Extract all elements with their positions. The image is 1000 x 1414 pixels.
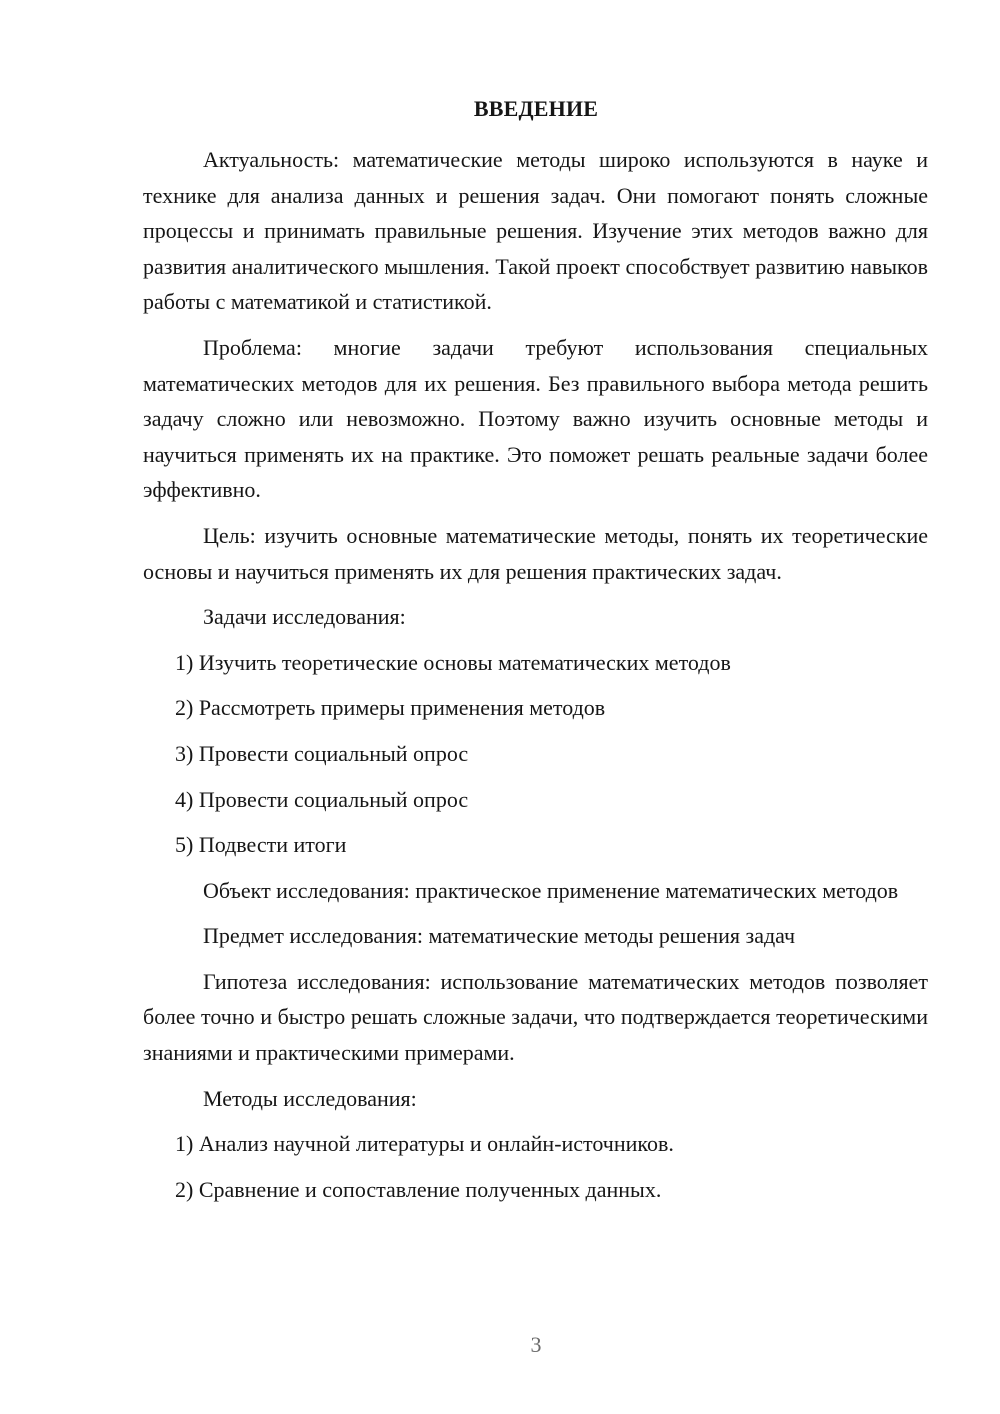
list-item: 4) Провести социальный опрос (175, 786, 469, 812)
paragraph-problem: Проблема: многие задачи требуют использования специальных математических методов для их решения. Без правильного выбора метода решить задачу сложно или невозможно. Поэтому важно изучить основные методы и научиться применять их на практике. Это поможет решать реальные задачи более эффективно. (143, 334, 928, 503)
paragraph-subject: Предмет исследования: математические методы решения задач (203, 923, 796, 949)
methods-list (143, 1126, 928, 1207)
page-title: ВВЕДЕНИЕ (473, 96, 599, 121)
list-item: 5) Подвести итоги (175, 832, 347, 858)
page-number: 3 (530, 1332, 542, 1357)
methods-heading: Методы исследования: (203, 1085, 417, 1111)
tasks-list (143, 645, 928, 863)
list-item: 1) Изучить теоретические основы математических методов (175, 649, 731, 675)
list-item: 1) Анализ научной литературы и онлайн-источников. (175, 1131, 674, 1157)
paragraph-object: Объект исследования: практическое применение математических методов (203, 877, 899, 903)
tasks-heading: Задачи исследования: (203, 604, 406, 630)
list-item: 3) Провести социальный опрос (175, 740, 469, 766)
document-body (143, 142, 928, 1217)
paragraph-goal: Цель: изучить основные математические методы, понять их теоретические основы и научиться применять их для решения практических задач. (143, 522, 928, 584)
paragraph-relevance: Актуальность: математические методы широко используются в науке и технике для анализа данных и решения задач. Они помогают понять сложные процессы и принимать правильные решения. Изучение этих методов важно для развития аналитического мышления. Такой проект способствует развитию навыков работы с математикой и статистикой. (143, 147, 928, 315)
paragraph-hypothesis: Гипотеза исследования: использование математических методов позволяет более точно и быстро решать сложные задачи, что подтверждается теоретическими знаниями и практическими примерами. (143, 968, 928, 1066)
list-item: 2) Сравнение и сопоставление полученных данных. (175, 1176, 662, 1202)
list-item: 2) Рассмотреть примеры применения методов (175, 695, 606, 721)
